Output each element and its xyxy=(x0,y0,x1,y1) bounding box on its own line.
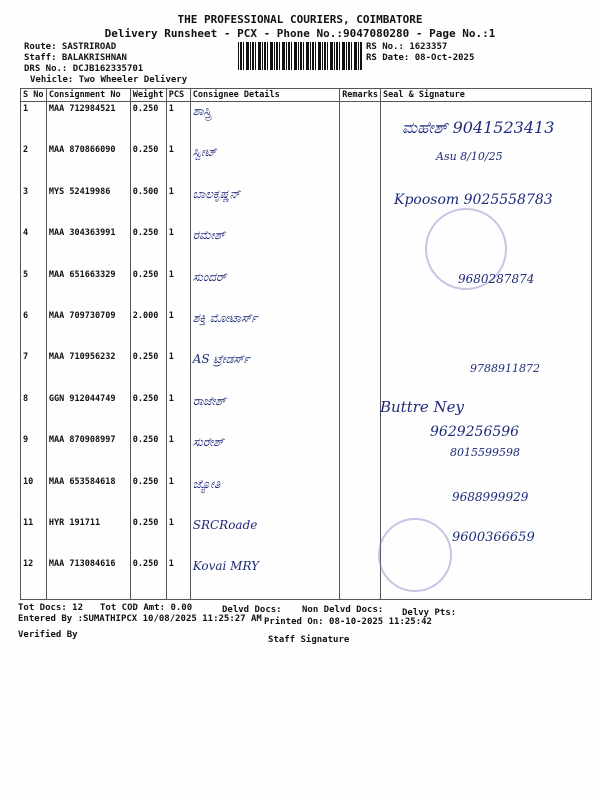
cell-remarks xyxy=(340,350,381,391)
cell-sno: 12 xyxy=(21,557,47,599)
cell-consignee: ಶಾಸ್ತ್ರಿ xyxy=(190,102,339,144)
cell-consignee: ಸ್ವೀಟ್ xyxy=(190,143,339,184)
seal-signature: 8015599598 xyxy=(450,446,520,459)
cell-pcs: 1 xyxy=(166,392,190,433)
seal-signature: 9600366659 xyxy=(452,530,535,545)
printed-on: Printed On: 08-10-2025 11:25:42 xyxy=(264,617,432,627)
cell-remarks xyxy=(340,516,381,557)
cell-sno: 6 xyxy=(21,309,47,350)
header-weight: Weight xyxy=(130,89,166,102)
rs-number: RS No.: 1623357 xyxy=(366,42,448,52)
cell-consignment: HYR 191711 xyxy=(46,516,130,557)
cell-remarks xyxy=(340,185,381,226)
cell-consignment: GGN 912044749 xyxy=(46,392,130,433)
seal-signature: 9629256596 xyxy=(430,424,520,440)
cell-pcs: 1 xyxy=(166,475,190,516)
header-pcs: PCS xyxy=(166,89,190,102)
cell-consignment: MAA 653584618 xyxy=(46,475,130,516)
total-cod-amount: Tot COD Amt: 0.00 xyxy=(100,603,193,613)
cell-sno: 10 xyxy=(21,475,47,516)
cell-pcs: 1 xyxy=(166,102,190,144)
drs-number: DRS No.: DCJB162335701 xyxy=(24,64,144,74)
table-row xyxy=(21,143,592,184)
cell-consignment: MYS 52419986 xyxy=(46,185,130,226)
cell-remarks xyxy=(340,143,381,184)
cell-weight: 0.250 xyxy=(130,516,166,557)
cell-sno: 4 xyxy=(21,226,47,267)
cell-consignee: ಬಾಲಕೃಷ್ಣನ್ xyxy=(190,185,339,226)
cell-pcs: 1 xyxy=(166,350,190,391)
cell-consignee: ಸುಂದರ್ xyxy=(190,268,339,309)
header-consignment: Consignment No xyxy=(46,89,130,102)
cell-weight: 0.250 xyxy=(130,102,166,144)
cell-sno: 11 xyxy=(21,516,47,557)
cell-consignment: MAA 713084616 xyxy=(46,557,130,599)
header-sno: S No xyxy=(21,89,47,102)
cell-remarks xyxy=(340,268,381,309)
table-row xyxy=(21,557,592,599)
cell-sno: 7 xyxy=(21,350,47,391)
cell-pcs: 1 xyxy=(166,309,190,350)
runsheet-table xyxy=(20,88,592,600)
cell-remarks xyxy=(340,475,381,516)
runsheet-title: THE PROFESSIONAL COURIERS, COIMBATORE xyxy=(177,13,423,26)
staff-label: Staff: BALAKRISHNAN xyxy=(24,53,127,63)
delivery-points: Delvy Pts: xyxy=(402,608,457,618)
cell-weight: 0.250 xyxy=(130,143,166,184)
seal-signature: 9680287874 xyxy=(458,272,535,286)
cell-consignment: MAA 870866090 xyxy=(46,143,130,184)
cell-consignee: ಸುರೇಶ್ xyxy=(190,433,339,474)
cell-consignment: MAA 712984521 xyxy=(46,102,130,144)
cell-weight: 0.250 xyxy=(130,226,166,267)
non-delivered-docs: Non Delvd Docs: xyxy=(302,605,384,615)
cell-remarks xyxy=(340,433,381,474)
cell-weight: 0.250 xyxy=(130,433,166,474)
cell-weight: 0.250 xyxy=(130,350,166,391)
cell-sno: 2 xyxy=(21,143,47,184)
seal-signature: ಮಹೇಶ್ 9041523413 xyxy=(402,118,555,137)
cell-weight: 0.250 xyxy=(130,268,166,309)
cell-sno: 5 xyxy=(21,268,47,309)
entered-by: Entered By :SUMATHIPCX 10/08/2025 11:25:27 AM xyxy=(18,614,262,624)
cell-consignee: SRCRoade xyxy=(190,516,339,557)
cell-weight: 0.500 xyxy=(130,185,166,226)
seal-signature: 9688999929 xyxy=(452,490,529,504)
company-stamp xyxy=(378,518,452,592)
cell-weight: 0.250 xyxy=(130,392,166,433)
cell-consignment: MAA 709730709 xyxy=(46,309,130,350)
table-header-row xyxy=(21,89,592,102)
vehicle-label: Vehicle: Two Wheeler Delivery xyxy=(30,75,188,85)
route-label: Route: SASTRIROAD xyxy=(24,42,117,52)
cell-pcs: 1 xyxy=(166,143,190,184)
cell-pcs: 1 xyxy=(166,516,190,557)
cell-sno: 3 xyxy=(21,185,47,226)
cell-weight: 0.250 xyxy=(130,557,166,599)
barcode xyxy=(238,42,362,70)
cell-consignee: ರಾಜೇಶ್ xyxy=(190,392,339,433)
cell-remarks xyxy=(340,309,381,350)
header-consignee: Consignee Details xyxy=(190,89,339,102)
cell-weight: 0.250 xyxy=(130,475,166,516)
cell-remarks xyxy=(340,392,381,433)
rs-date: RS Date: 08-Oct-2025 xyxy=(366,53,475,63)
runsheet-subtitle: Delivery Runsheet - PCX - Phone No.:9047080280 - Page No.:1 xyxy=(104,27,496,40)
staff-signature-label: Staff Signature xyxy=(268,635,350,645)
cell-sno: 8 xyxy=(21,392,47,433)
table-row xyxy=(21,309,592,350)
verified-by: Verified By xyxy=(18,630,78,640)
cell-pcs: 1 xyxy=(166,268,190,309)
cell-sno: 9 xyxy=(21,433,47,474)
cell-consignee: ರಮೇಶ್ xyxy=(190,226,339,267)
cell-sno: 1 xyxy=(21,102,47,144)
cell-consignee: ಶಕ್ತಿ ಮೋಟಾರ್ಸ್ xyxy=(190,309,339,350)
cell-consignee: ಜ್ಯೋತಿ xyxy=(190,475,339,516)
cell-consignment: MAA 710956232 xyxy=(46,350,130,391)
cell-remarks xyxy=(340,557,381,599)
cell-consignee: Kovai MRY xyxy=(190,557,339,599)
cell-consignment: MAA 651663329 xyxy=(46,268,130,309)
delivered-docs: Delvd Docs: xyxy=(222,605,282,615)
cell-consignment: MAA 870908997 xyxy=(46,433,130,474)
seal-signature: Kpoosom 9025558783 xyxy=(394,192,553,208)
cell-pcs: 1 xyxy=(166,433,190,474)
seal-signature: Buttre Ney xyxy=(380,398,465,416)
header-remarks: Remarks xyxy=(340,89,381,102)
cell-consignment: MAA 304363991 xyxy=(46,226,130,267)
cell-weight: 2.000 xyxy=(130,309,166,350)
header-seal: Seal & Signature xyxy=(381,89,592,102)
cell-remarks xyxy=(340,102,381,144)
cell-seal xyxy=(381,309,592,350)
cell-consignee: AS ಟ್ರೇಡರ್ಸ್ xyxy=(190,350,339,391)
cell-pcs: 1 xyxy=(166,226,190,267)
cell-pcs: 1 xyxy=(166,185,190,226)
cell-remarks xyxy=(340,226,381,267)
seal-signature: 9788911872 xyxy=(470,362,540,375)
cell-pcs: 1 xyxy=(166,557,190,599)
seal-signature: Asu 8/10/25 xyxy=(436,150,503,163)
total-docs: Tot Docs: 12 xyxy=(18,603,84,613)
